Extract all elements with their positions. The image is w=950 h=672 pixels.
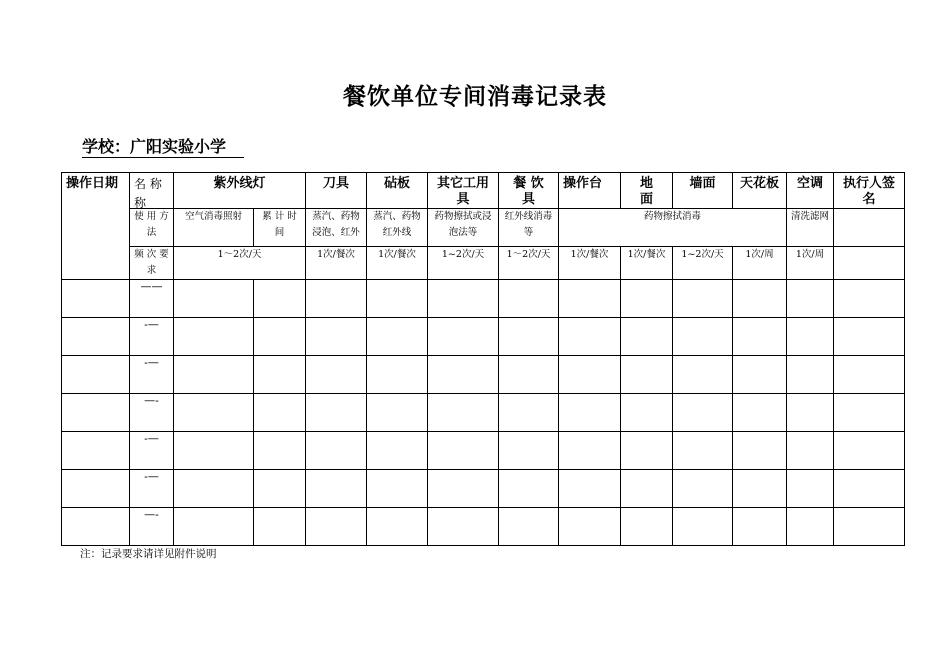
freq-knife: 1次/餐次	[306, 247, 367, 280]
freq-label: 频 次 要 求	[130, 247, 174, 280]
entry-cell[interactable]	[733, 394, 787, 432]
table-row	[62, 508, 905, 546]
table-row	[62, 470, 905, 508]
entry-cell[interactable]	[428, 280, 499, 318]
method-uv-time: 累 计 时 间	[254, 209, 306, 247]
header-knife: 刀具	[306, 173, 367, 209]
footnote: 注：记录要求请详见附件说明	[80, 548, 217, 560]
frequency-row	[62, 247, 905, 280]
entry-cell[interactable]	[254, 280, 306, 318]
entry-cell[interactable]	[428, 356, 499, 394]
entry-cell[interactable]	[834, 280, 905, 318]
entry-cell[interactable]	[559, 356, 621, 394]
method-tools: 药物擦拭或浸泡法等	[428, 209, 499, 247]
row-mark: -—	[130, 318, 174, 356]
entry-cell[interactable]	[733, 356, 787, 394]
entry-cell[interactable]	[621, 318, 673, 356]
entry-cell[interactable]	[428, 432, 499, 470]
entry-cell[interactable]	[621, 432, 673, 470]
row-mark: -—	[130, 432, 174, 470]
method-knife: 蒸汽、药物浸泡、红外	[306, 209, 367, 247]
entry-cell[interactable]	[673, 394, 733, 432]
entry-cell[interactable]	[499, 318, 559, 356]
entry-cell[interactable]	[62, 508, 130, 546]
entry-cell[interactable]	[254, 394, 306, 432]
entry-cell[interactable]	[254, 356, 306, 394]
entry-cell[interactable]	[621, 394, 673, 432]
entry-cell[interactable]	[306, 280, 367, 318]
entry-cell[interactable]	[499, 470, 559, 508]
entry-cell[interactable]	[787, 318, 834, 356]
entry-cell[interactable]	[733, 470, 787, 508]
method-board: 蒸汽、药物红外线	[367, 209, 428, 247]
freq-floor: 1次/餐次	[621, 247, 673, 280]
school-name: 学校：广阳实验小学	[82, 137, 227, 156]
table-row	[62, 432, 905, 470]
record-rows	[62, 280, 905, 546]
entry-cell[interactable]	[834, 508, 905, 546]
entry-cell[interactable]	[254, 470, 306, 508]
school-underline	[82, 157, 244, 158]
freq-ac: 1次/周	[787, 247, 834, 280]
entry-cell[interactable]	[834, 318, 905, 356]
method-wipe: 药物擦拭消毒	[559, 209, 787, 247]
freq-uv: 1～2次/天	[174, 247, 306, 280]
entry-cell[interactable]	[174, 280, 254, 318]
entry-cell[interactable]	[559, 432, 621, 470]
header-ac: 空调	[787, 173, 834, 209]
entry-cell[interactable]	[254, 508, 306, 546]
entry-cell[interactable]	[673, 508, 733, 546]
page-title: 餐饮单位专间消毒记录表	[343, 84, 607, 110]
entry-cell[interactable]	[499, 394, 559, 432]
entry-cell[interactable]	[733, 280, 787, 318]
entry-cell[interactable]	[428, 470, 499, 508]
method-uv-air: 空气消毒照射	[174, 209, 254, 247]
entry-cell[interactable]	[499, 356, 559, 394]
table-row	[62, 318, 905, 356]
entry-cell[interactable]	[174, 470, 254, 508]
entry-cell[interactable]	[428, 508, 499, 546]
entry-cell[interactable]	[787, 470, 834, 508]
table-row	[62, 356, 905, 394]
entry-cell[interactable]	[834, 394, 905, 432]
row-mark: —-	[130, 394, 174, 432]
entry-cell[interactable]	[787, 432, 834, 470]
table-row	[62, 280, 905, 318]
entry-cell[interactable]	[62, 432, 130, 470]
entry-cell[interactable]	[621, 470, 673, 508]
freq-ceiling: 1次/周	[733, 247, 787, 280]
entry-cell[interactable]	[306, 356, 367, 394]
header-uv-lamp: 紫外线灯	[174, 173, 306, 209]
freq-signer	[834, 247, 905, 280]
header-signer: 执行人签 名	[834, 173, 905, 209]
entry-cell[interactable]	[559, 318, 621, 356]
entry-cell[interactable]	[834, 356, 905, 394]
entry-cell[interactable]	[367, 280, 428, 318]
method-signer	[834, 209, 905, 247]
header-board: 砧板	[367, 173, 428, 209]
header-wall: 墙面	[673, 173, 733, 209]
entry-cell[interactable]	[254, 318, 306, 356]
entry-cell[interactable]	[621, 280, 673, 318]
entry-cell[interactable]	[428, 394, 499, 432]
entry-cell[interactable]	[834, 470, 905, 508]
entry-cell[interactable]	[174, 508, 254, 546]
entry-cell[interactable]	[174, 394, 254, 432]
entry-cell[interactable]	[306, 432, 367, 470]
freq-wall: 1~2次/天	[673, 247, 733, 280]
row-mark: -—	[130, 470, 174, 508]
header-floor: 地 面	[621, 173, 673, 209]
header-row	[62, 173, 905, 209]
entry-cell[interactable]	[621, 356, 673, 394]
entry-cell[interactable]	[367, 470, 428, 508]
freq-tools: 1~2次/天	[428, 247, 499, 280]
header-ceiling: 天花板	[733, 173, 787, 209]
header-table: 操作台	[559, 173, 621, 209]
row-mark: ——	[130, 280, 174, 318]
header-dishware: 餐 饮 具	[499, 173, 559, 209]
entry-cell[interactable]	[62, 470, 130, 508]
freq-dishware: 1～2次/天	[499, 247, 559, 280]
entry-cell[interactable]	[367, 432, 428, 470]
entry-cell[interactable]	[254, 432, 306, 470]
entry-cell[interactable]	[559, 280, 621, 318]
method-label: 使 用 方 法	[130, 209, 174, 247]
disinfection-log-table	[61, 172, 905, 546]
entry-cell[interactable]	[367, 356, 428, 394]
freq-board: 1次/餐次	[367, 247, 428, 280]
header-tools: 其它工用 具	[428, 173, 499, 209]
freq-table: 1次/餐次	[559, 247, 621, 280]
header-date: 操作日期	[62, 173, 130, 280]
method-dishware: 红外线消毒等	[499, 209, 559, 247]
method-row	[62, 209, 905, 247]
row-mark: -—	[130, 356, 174, 394]
entry-cell[interactable]	[62, 356, 130, 394]
entry-cell[interactable]	[834, 432, 905, 470]
entry-cell[interactable]	[174, 432, 254, 470]
entry-cell[interactable]	[306, 508, 367, 546]
entry-cell[interactable]	[621, 508, 673, 546]
entry-cell[interactable]	[499, 432, 559, 470]
entry-cell[interactable]	[499, 280, 559, 318]
entry-cell[interactable]	[62, 394, 130, 432]
method-ac: 清洗滤网	[787, 209, 834, 247]
header-name: 名 称 称	[130, 173, 174, 209]
entry-cell[interactable]	[673, 432, 733, 470]
entry-cell[interactable]	[787, 280, 834, 318]
entry-cell[interactable]	[62, 280, 130, 318]
entry-cell[interactable]	[559, 394, 621, 432]
row-mark: —-	[130, 508, 174, 546]
entry-cell[interactable]	[559, 508, 621, 546]
entry-cell[interactable]	[673, 470, 733, 508]
table-row	[62, 394, 905, 432]
entry-cell[interactable]	[306, 318, 367, 356]
entry-cell[interactable]	[174, 356, 254, 394]
entry-cell[interactable]	[673, 280, 733, 318]
entry-cell[interactable]	[428, 318, 499, 356]
entry-cell[interactable]	[787, 508, 834, 546]
entry-cell[interactable]	[367, 508, 428, 546]
entry-cell[interactable]	[367, 394, 428, 432]
entry-cell[interactable]	[673, 356, 733, 394]
entry-cell[interactable]	[733, 432, 787, 470]
entry-cell[interactable]	[367, 318, 428, 356]
entry-cell[interactable]	[787, 356, 834, 394]
entry-cell[interactable]	[787, 394, 834, 432]
entry-cell[interactable]	[62, 318, 130, 356]
entry-cell[interactable]	[306, 394, 367, 432]
entry-cell[interactable]	[499, 508, 559, 546]
entry-cell[interactable]	[174, 318, 254, 356]
entry-cell[interactable]	[559, 470, 621, 508]
entry-cell[interactable]	[733, 508, 787, 546]
entry-cell[interactable]	[306, 470, 367, 508]
entry-cell[interactable]	[733, 318, 787, 356]
entry-cell[interactable]	[673, 318, 733, 356]
